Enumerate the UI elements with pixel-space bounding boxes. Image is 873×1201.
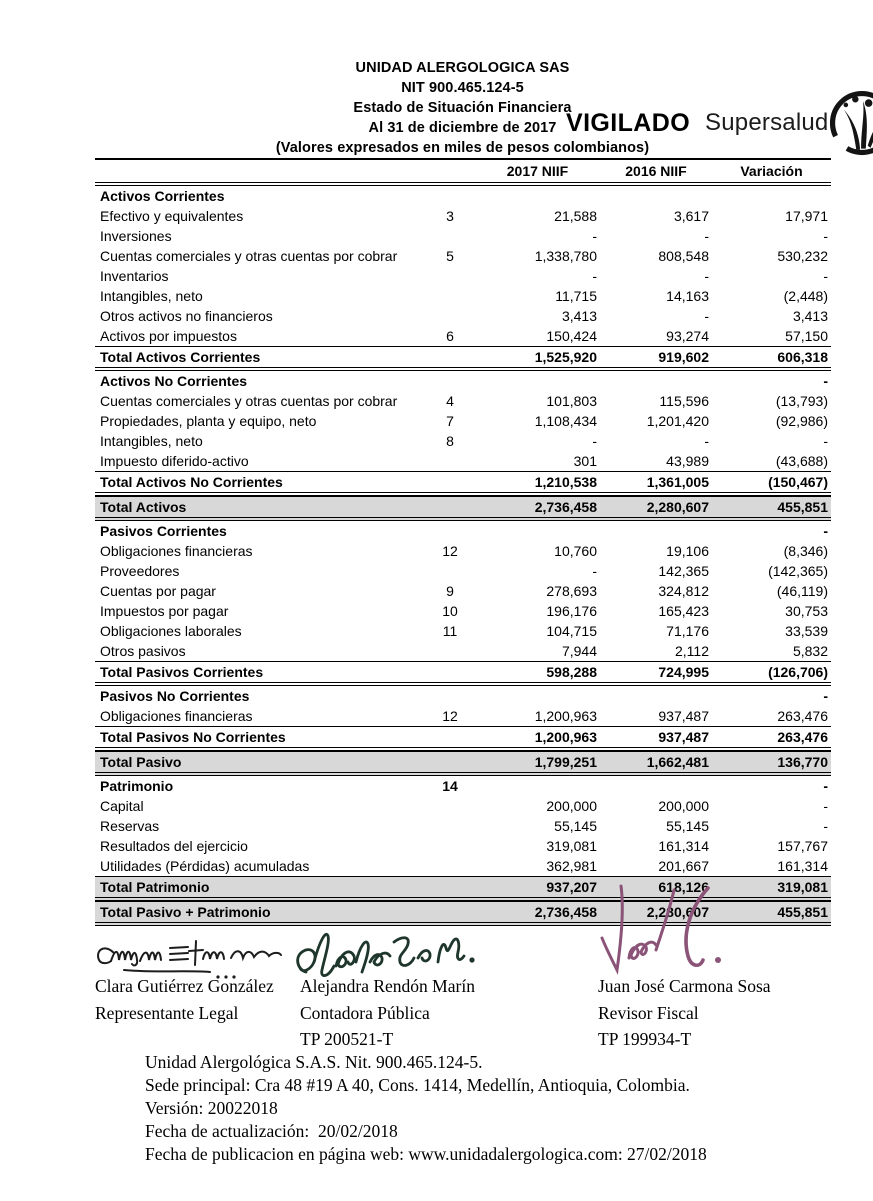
row-label: Inversiones [100, 228, 172, 244]
footer-company-line: Unidad Alergológica S.A.S. Nit. 900.465.124-5. [145, 1052, 483, 1072]
value-2016: 93,274 [666, 328, 709, 344]
row-label: Obligaciones laborales [100, 623, 242, 639]
row-label: Total Pasivos Corrientes [100, 664, 264, 680]
row-label: Cuentas por pagar [100, 583, 216, 599]
value-variation: 157,767 [777, 838, 828, 854]
row-label: Intangibles, neto [100, 288, 203, 304]
table-row-otros-activos-no-financieros [95, 306, 831, 326]
value-2017: 362,981 [546, 858, 597, 874]
supersalud-emblem-icon [824, 85, 873, 161]
column-header-variation: Variación [740, 163, 803, 179]
value-2017: 598,288 [546, 664, 597, 680]
value-2016: 165,423 [658, 603, 709, 619]
statement-title: Estado de Situación Financiera [353, 100, 572, 116]
value-2017: - [592, 433, 597, 449]
table-row-total-activos [95, 496, 831, 521]
table-row-utilidades-perdidas-acumuladas [95, 856, 831, 876]
table-header-row [95, 158, 831, 186]
value-2016: - [704, 308, 709, 324]
row-label: Propiedades, planta y equipo, neto [100, 413, 317, 429]
value-2017: 3,413 [561, 308, 597, 324]
signatory-block-1 [95, 973, 274, 1026]
vigilado-label: VIGILADO [566, 108, 691, 137]
value-variation: - [823, 433, 828, 449]
balance-sheet-table [95, 158, 831, 926]
value-2017: - [592, 228, 597, 244]
row-label: Inventarios [100, 268, 169, 284]
value-variation: 33,539 [785, 623, 828, 639]
table-row-cuentas-comerciales-y-otras-cuentas-por-cobrar [95, 391, 831, 411]
table-row-patrimonio [95, 776, 831, 796]
value-variation: (92,986) [775, 413, 828, 429]
row-label: Efectivo y equivalentes [100, 208, 244, 224]
column-header-2017: 2017 NIIF [506, 163, 569, 179]
row-note: 7 [446, 413, 454, 429]
value-2016: 142,365 [658, 563, 709, 579]
value-2016: 324,812 [658, 583, 709, 599]
signatory-role: Revisor Fiscal [598, 1002, 699, 1023]
value-2017: 2,736,458 [534, 499, 597, 515]
value-variation: (43,688) [775, 453, 828, 469]
row-label: Patrimonio [100, 778, 174, 794]
value-2017: 1,525,920 [534, 349, 597, 365]
value-2016: 919,602 [658, 349, 709, 365]
table-row-resultados-del-ejercicio [95, 836, 831, 856]
row-label: Total Activos [100, 499, 187, 515]
table-row-total-pasivo [95, 751, 831, 776]
value-variation: 3,413 [792, 308, 828, 324]
table-row-total-pasivos-no-corrientes [95, 726, 831, 751]
table-row-total-activos-no-corrientes [95, 471, 831, 496]
table-row-total-pasivos-corrientes [95, 661, 831, 686]
footer-version-line: Versión: 20022018 [145, 1098, 278, 1118]
row-label: Otros activos no financieros [100, 308, 273, 324]
signatory-tp: TP 199934-T [598, 1029, 692, 1049]
row-label: Pasivos Corrientes [100, 523, 227, 539]
table-row-inventarios [95, 266, 831, 286]
signatory-block-2 [300, 973, 475, 1053]
table-row-intangibles-neto [95, 431, 831, 451]
statement-date: Al 31 de diciembre de 2017 [368, 120, 557, 136]
row-note: 6 [446, 328, 454, 344]
value-2016: 2,112 [675, 643, 709, 659]
value-2017: 150,424 [546, 328, 597, 344]
row-label: Obligaciones financieras [100, 543, 253, 559]
row-note: 10 [442, 603, 458, 619]
value-2017: 104,715 [546, 623, 597, 639]
row-label: Resultados del ejercicio [100, 838, 248, 854]
table-row-efectivo-y-equivalentes [95, 206, 831, 226]
company-nit: NIT 900.465.124-5 [401, 80, 524, 96]
signatory-name: Alejandra Rendón Marín [300, 976, 475, 996]
row-label: Otros pasivos [100, 643, 186, 659]
row-note: 14 [442, 778, 458, 794]
value-2017: 1,338,780 [534, 248, 597, 264]
document-footer [145, 1051, 707, 1166]
row-label: Cuentas comerciales y otras cuentas por cobrar [100, 393, 398, 409]
row-label: Activos Corrientes [100, 188, 225, 204]
table-row-pasivos-corrientes [95, 521, 831, 541]
value-2017: 11,715 [555, 288, 597, 304]
signature-revisor-fiscal [596, 884, 766, 984]
footer-address-line: Sede principal: Cra 48 #19 A 40, Cons. 1414, Medellín, Antioquia, Colombia. [145, 1075, 690, 1095]
value-2016: 618,126 [658, 879, 709, 895]
value-2016: - [704, 228, 709, 244]
row-label: Impuesto diferido-activo [100, 453, 249, 469]
value-2017: 21,588 [554, 208, 597, 224]
value-2017: 319,081 [546, 838, 597, 854]
value-2017: - [592, 563, 597, 579]
value-2016: 115,596 [659, 393, 709, 409]
table-row-activos-corrientes [95, 186, 831, 206]
row-label: Total Activos Corrientes [100, 349, 261, 365]
value-2016: 1,662,481 [646, 754, 709, 770]
value-variation: - [823, 373, 828, 389]
table-row-activos-por-impuestos [95, 326, 831, 346]
value-2017: 301 [573, 453, 597, 469]
value-variation: 30,753 [785, 603, 828, 619]
value-2016: 3,617 [673, 208, 709, 224]
column-header-2016: 2016 NIIF [625, 163, 687, 179]
value-2017: 200,000 [546, 798, 597, 814]
row-note: 5 [446, 248, 454, 264]
row-label: Capital [100, 798, 144, 814]
table-row-intangibles-neto [95, 286, 831, 306]
row-label: Utilidades (Pérdidas) acumuladas [100, 858, 310, 874]
signatory-role: Contadora Pública [300, 1002, 430, 1023]
value-variation: 530,232 [777, 248, 828, 264]
value-variation: 17,971 [785, 208, 828, 224]
row-note: 12 [442, 708, 458, 724]
value-variation: - [823, 688, 828, 704]
row-label: Cuentas comerciales y otras cuentas por cobrar [100, 248, 398, 264]
value-2017: 1,200,963 [534, 729, 597, 745]
value-variation: 263,476 [777, 708, 828, 724]
regulator-badge [566, 86, 873, 160]
value-variation: (150,467) [768, 474, 828, 490]
value-variation: 136,770 [777, 754, 828, 770]
table-row-propiedades-planta-y-equipo-neto [95, 411, 831, 431]
value-variation: - [823, 798, 828, 814]
value-2016: 19,106 [666, 543, 709, 559]
row-label: Reservas [100, 818, 160, 834]
value-2017: 7,944 [561, 643, 597, 659]
value-2016: 201,667 [658, 858, 709, 874]
footer-update-date-line: Fecha de actualización: 20/02/2018 [145, 1121, 398, 1141]
value-2017: 278,693 [546, 583, 597, 599]
row-label: Total Pasivo [100, 754, 182, 770]
signatory-block-3 [598, 973, 771, 1053]
row-note: 8 [446, 433, 454, 449]
table-row-obligaciones-financieras [95, 706, 831, 726]
row-note: 11 [442, 623, 458, 639]
table-row-cuentas-por-pagar [95, 581, 831, 601]
table-row-otros-pasivos [95, 641, 831, 661]
value-2017: 1,108,434 [534, 413, 597, 429]
value-2016: - [704, 433, 709, 449]
value-2016: 937,487 [658, 708, 709, 724]
row-label: Activos por impuestos [100, 328, 237, 344]
value-variation: 455,851 [777, 499, 828, 515]
value-variation: (126,706) [768, 664, 828, 680]
row-label: Total Activos No Corrientes [100, 474, 283, 490]
table-row-obligaciones-financieras [95, 541, 831, 561]
value-2017: 55,145 [554, 818, 597, 834]
table-row-impuesto-diferido-activo [95, 451, 831, 471]
row-label: Intangibles, neto [100, 433, 203, 449]
table-row-inversiones [95, 226, 831, 246]
signatory-tp: TP 200521-T [300, 1029, 394, 1049]
value-variation: - [823, 818, 828, 834]
value-2016: 937,487 [658, 729, 709, 745]
row-label: Total Pasivos No Corrientes [100, 729, 286, 745]
value-2016: 55,145 [666, 818, 709, 834]
value-variation: (8,346) [783, 543, 828, 559]
value-variation: 57,150 [785, 328, 828, 344]
footer-publication-line: Fecha de publicacion en página web: www.unidadalergologica.com: 27/02/2018 [145, 1144, 707, 1164]
signatory-name: Juan José Carmona Sosa [598, 976, 771, 996]
table-row-activos-no-corrientes [95, 371, 831, 391]
value-2016: 808,548 [658, 248, 709, 264]
value-2016: 1,201,420 [646, 413, 709, 429]
signatory-name: Clara Gutiérrez González [95, 976, 274, 996]
value-variation: (142,365) [768, 563, 828, 579]
value-2017: 101,803 [546, 393, 597, 409]
row-note: 9 [446, 583, 454, 599]
row-label: Total Patrimonio [100, 879, 210, 895]
value-variation: (2,448) [783, 288, 828, 304]
row-note: 12 [442, 543, 458, 559]
row-label: Obligaciones financieras [100, 708, 253, 724]
row-note: 3 [446, 208, 454, 224]
table-row-reservas [95, 816, 831, 836]
value-variation: (46,119) [776, 583, 828, 599]
row-label: Proveedores [100, 563, 180, 579]
table-row-total-activos-corrientes [95, 346, 831, 371]
value-variation: - [823, 268, 828, 284]
row-label: Impuestos por pagar [100, 603, 229, 619]
supersalud-label: Supersalud [705, 109, 829, 136]
value-2016: 724,995 [658, 664, 709, 680]
value-2016: 43,989 [666, 453, 709, 469]
value-variation: 161,314 [777, 858, 828, 874]
value-variation: 319,081 [777, 879, 828, 895]
value-2016: 1,361,005 [646, 474, 709, 490]
value-variation: (13,793) [775, 393, 828, 409]
value-2016: 161,314 [658, 838, 709, 854]
value-2016: 2,280,607 [646, 499, 709, 515]
company-name: UNIDAD ALERGOLOGICA SAS [355, 60, 570, 76]
table-row-proveedores [95, 561, 831, 581]
value-2017: 196,176 [546, 603, 597, 619]
row-label: Total Pasivo + Patrimonio [100, 904, 271, 920]
balance-table-body [95, 186, 831, 926]
row-label: Pasivos No Corrientes [100, 688, 250, 704]
value-2017: - [592, 268, 597, 284]
value-2017: 1,210,538 [534, 474, 597, 490]
value-variation: 606,318 [777, 349, 828, 365]
table-row-capital [95, 796, 831, 816]
table-row-obligaciones-laborales [95, 621, 831, 641]
table-row-impuestos-por-pagar [95, 601, 831, 621]
value-variation: 263,476 [777, 729, 828, 745]
row-label: Activos No Corrientes [100, 373, 248, 389]
value-variation: 455,851 [777, 904, 828, 920]
row-note: 4 [446, 393, 454, 409]
table-row-pasivos-no-corrientes [95, 686, 831, 706]
value-variation: 5,832 [792, 643, 828, 659]
value-2016: - [704, 268, 709, 284]
units-note: (Valores expresados en miles de pesos colombianos) [275, 140, 650, 156]
signatory-role: Representante Legal [95, 1002, 239, 1023]
value-2016: 2,280,607 [646, 904, 709, 920]
value-2016: 14,163 [666, 288, 709, 304]
value-2017: 10,760 [554, 543, 597, 559]
value-variation: - [823, 523, 828, 539]
value-variation: - [823, 778, 828, 794]
value-2017: 1,200,963 [534, 708, 597, 724]
value-2017: 937,207 [546, 879, 597, 895]
value-2016: 71,176 [666, 623, 709, 639]
value-2016: 200,000 [658, 798, 709, 814]
value-variation: - [823, 228, 828, 244]
value-2017: 2,736,458 [534, 904, 597, 920]
value-2017: 1,799,251 [534, 754, 597, 770]
table-row-cuentas-comerciales-y-otras-cuentas-por-cobrar [95, 246, 831, 266]
